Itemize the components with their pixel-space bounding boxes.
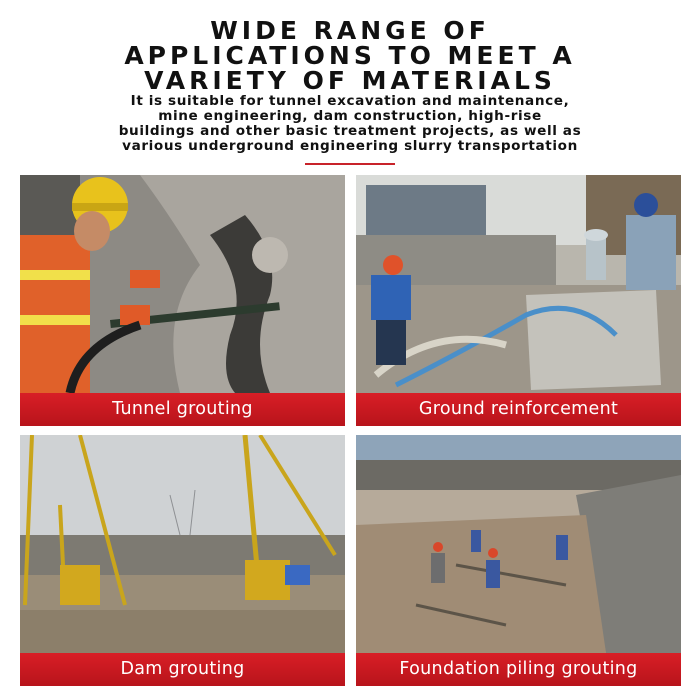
card-tunnel-grouting — [20, 175, 345, 426]
card-foundation-piling-grouting — [356, 435, 681, 686]
description-line-3: buildings and other basic treatment projects, as well as — [118, 123, 582, 139]
title-divider — [305, 163, 395, 165]
dam-grouting-photo — [20, 435, 345, 653]
card-label-dam-grouting: Dam grouting — [20, 653, 345, 686]
description-line-4: various underground engineering slurry transportation — [122, 138, 578, 154]
card-label-foundation-piling-grouting: Foundation piling grouting — [356, 653, 681, 686]
description-line-1: It is suitable for tunnel excavation and maintenance, — [130, 93, 570, 109]
card-label-ground-reinforcement: Ground reinforcement — [356, 393, 681, 426]
tunnel-grouting-photo — [20, 175, 345, 393]
foundation-piling-grouting-photo — [356, 435, 681, 653]
heading-line-2: APPLICATIONS TO MEET A — [124, 41, 576, 70]
heading-line-1: WIDE RANGE OF — [210, 16, 490, 45]
card-label-tunnel-grouting: Tunnel grouting — [20, 393, 345, 426]
card-dam-grouting — [20, 435, 345, 686]
heading-line-3: VARIETY OF MATERIALS — [144, 66, 556, 95]
ground-reinforcement-photo — [356, 175, 681, 393]
card-ground-reinforcement — [356, 175, 681, 426]
description-line-2: mine engineering, dam construction, high-rise — [158, 108, 542, 124]
